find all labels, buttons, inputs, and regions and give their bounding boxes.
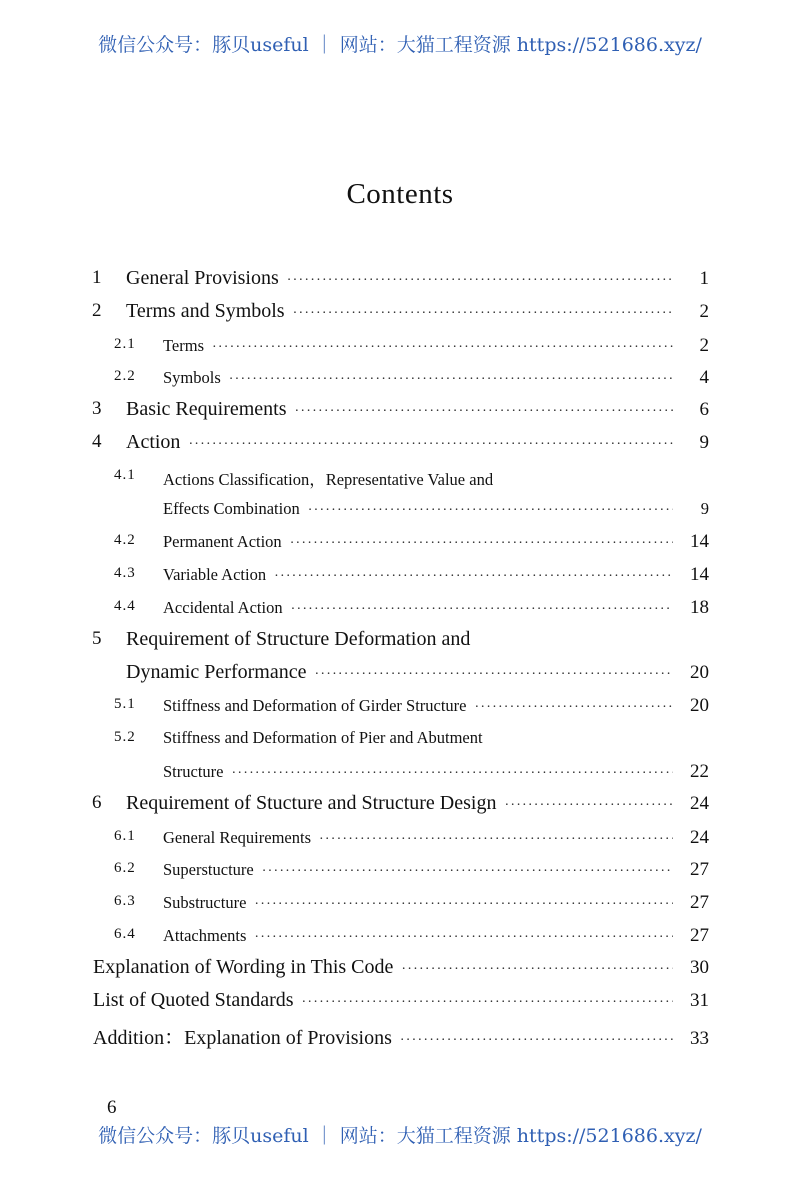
toc-page: 30 (690, 956, 709, 978)
toc-number: 4 (92, 430, 102, 452)
toc-number: 6.2 (114, 860, 136, 877)
dot-leader (314, 667, 673, 683)
toc-number: 1 (92, 267, 102, 288)
toc-number: 5.1 (114, 696, 136, 713)
toc-page: 18 (690, 596, 709, 618)
watermark-top: 微信公众号：豚贝useful ｜ 网站：大猫工程资源 https://521686.xyz/ (98, 34, 702, 56)
toc-page: 24 (690, 826, 709, 848)
toc-title: Symbols (163, 368, 221, 388)
toc-title: General Provisions (126, 267, 279, 289)
toc-page: 20 (690, 695, 709, 717)
toc-title: Terms and Symbols (126, 299, 285, 322)
toc-entry-5-2[interactable] (0, 721, 800, 754)
toc-entry-wording[interactable] (0, 951, 800, 984)
toc-title-continued: Effects Combination (163, 498, 300, 518)
toc-page: 27 (690, 859, 709, 881)
toc-title: Substructure (163, 893, 247, 913)
dot-leader (290, 536, 673, 552)
dot-leader (274, 569, 673, 585)
toc-title: Permanent Action (163, 532, 282, 552)
dot-leader (293, 306, 673, 322)
toc-page: 9 (699, 431, 709, 453)
dot-leader (262, 864, 673, 880)
toc-entry-2-1[interactable] (0, 328, 800, 361)
toc-page: 6 (699, 399, 709, 421)
toc-page: 27 (690, 892, 709, 914)
table-of-contents (0, 262, 800, 1049)
dot-leader (302, 995, 673, 1011)
dot-leader (291, 602, 673, 618)
toc-title: Superstucture (163, 860, 254, 880)
toc-page: 31 (690, 989, 709, 1011)
toc-entry-6-3[interactable] (0, 885, 800, 918)
toc-page: 24 (690, 792, 709, 814)
toc-entry-4-3[interactable] (0, 557, 800, 590)
page-title: Contents (346, 178, 454, 210)
toc-entry-5-2-continued[interactable] (0, 754, 800, 787)
toc-entry-6[interactable] (0, 787, 800, 820)
toc-number: 5 (92, 627, 102, 649)
toc-title: Actions Classification，Representative Value and (163, 469, 494, 489)
toc-page: 2 (699, 334, 709, 356)
toc-number: 2 (92, 299, 102, 321)
toc-entry-standards[interactable] (0, 984, 800, 1017)
toc-entry-2-2[interactable] (0, 360, 800, 393)
toc-entry-4[interactable] (0, 426, 800, 459)
toc-page: 1 (699, 268, 709, 289)
toc-title: Variable Action (163, 565, 267, 585)
dot-leader (212, 340, 673, 356)
toc-title: Action (126, 430, 181, 453)
dot-leader (475, 700, 674, 716)
toc-page: 2 (699, 300, 709, 322)
toc-number: 4.3 (114, 565, 136, 582)
toc-number: 4.1 (114, 466, 136, 483)
toc-entry-5-continued[interactable] (0, 656, 800, 689)
toc-number: 5.2 (114, 729, 136, 746)
toc-number: 2.1 (114, 335, 136, 352)
toc-page: 20 (690, 661, 709, 683)
toc-page: 9 (700, 498, 709, 518)
toc-page: 33 (690, 1028, 709, 1050)
dot-leader (319, 832, 673, 848)
toc-entry-6-4[interactable] (0, 918, 800, 951)
toc-number: 2.2 (114, 368, 136, 385)
toc-page: 14 (690, 564, 709, 586)
toc-title: List of Quoted Standards (93, 988, 294, 1011)
toc-title: Terms (163, 335, 205, 355)
dot-leader (308, 503, 673, 519)
toc-entry-4-4[interactable] (0, 590, 800, 623)
toc-number: 3 (92, 398, 102, 420)
toc-title-continued: Structure (163, 761, 224, 781)
toc-title: Stiffness and Deformation of Pier and Abutment (163, 728, 483, 748)
toc-number: 6.1 (114, 827, 136, 844)
toc-entry-addition[interactable] (0, 1016, 800, 1049)
toc-number: 4.4 (114, 597, 136, 614)
toc-entry-6-2[interactable] (0, 852, 800, 885)
toc-entry-1[interactable] (0, 262, 800, 295)
toc-title-continued: Dynamic Performance (126, 660, 307, 683)
toc-title: Stiffness and Deformation of Girder Structure (163, 696, 467, 716)
toc-title: Requirement of Structure Deformation and (126, 627, 471, 650)
toc-title: Explanation of Wording in This Code (93, 955, 394, 978)
dot-leader (254, 897, 673, 913)
toc-entry-4-1-continued[interactable] (0, 492, 800, 525)
dot-leader (400, 1033, 673, 1049)
watermark-bottom: 微信公众号：豚贝useful ｜ 网站：大猫工程资源 https://521686.xyz/ (98, 1125, 702, 1147)
dot-leader (229, 372, 673, 388)
toc-page: 27 (690, 924, 709, 946)
toc-entry-3[interactable] (0, 393, 800, 426)
toc-page: 4 (699, 367, 709, 389)
toc-page: 22 (690, 760, 709, 782)
dot-leader (188, 437, 673, 453)
toc-entry-5-1[interactable] (0, 688, 800, 721)
toc-number: 6 (92, 791, 102, 813)
toc-number: 4.2 (114, 532, 136, 549)
dot-leader (401, 962, 673, 978)
dot-leader (254, 930, 673, 946)
toc-title: Requirement of Stucture and Structure Design (126, 791, 497, 814)
toc-title: Basic Requirements (126, 398, 287, 421)
dot-leader (287, 273, 673, 289)
toc-entry-4-2[interactable] (0, 524, 800, 557)
page-number: 6 (107, 1097, 117, 1118)
dot-leader (504, 798, 673, 814)
toc-entry-6-1[interactable] (0, 820, 800, 853)
toc-entry-2[interactable] (0, 295, 800, 328)
toc-title: Addition：Explanation of Provisions (93, 1027, 392, 1050)
toc-title: General Requirements (163, 827, 311, 847)
toc-entry-5[interactable] (0, 623, 800, 656)
toc-number: 6.3 (114, 893, 136, 910)
toc-title: Attachments (163, 925, 247, 945)
toc-page: 14 (690, 531, 709, 553)
toc-title: Accidental Action (163, 597, 283, 617)
dot-leader (231, 766, 673, 782)
toc-number: 6.4 (114, 925, 136, 942)
dot-leader (295, 404, 673, 420)
toc-entry-4-1[interactable] (0, 459, 800, 492)
